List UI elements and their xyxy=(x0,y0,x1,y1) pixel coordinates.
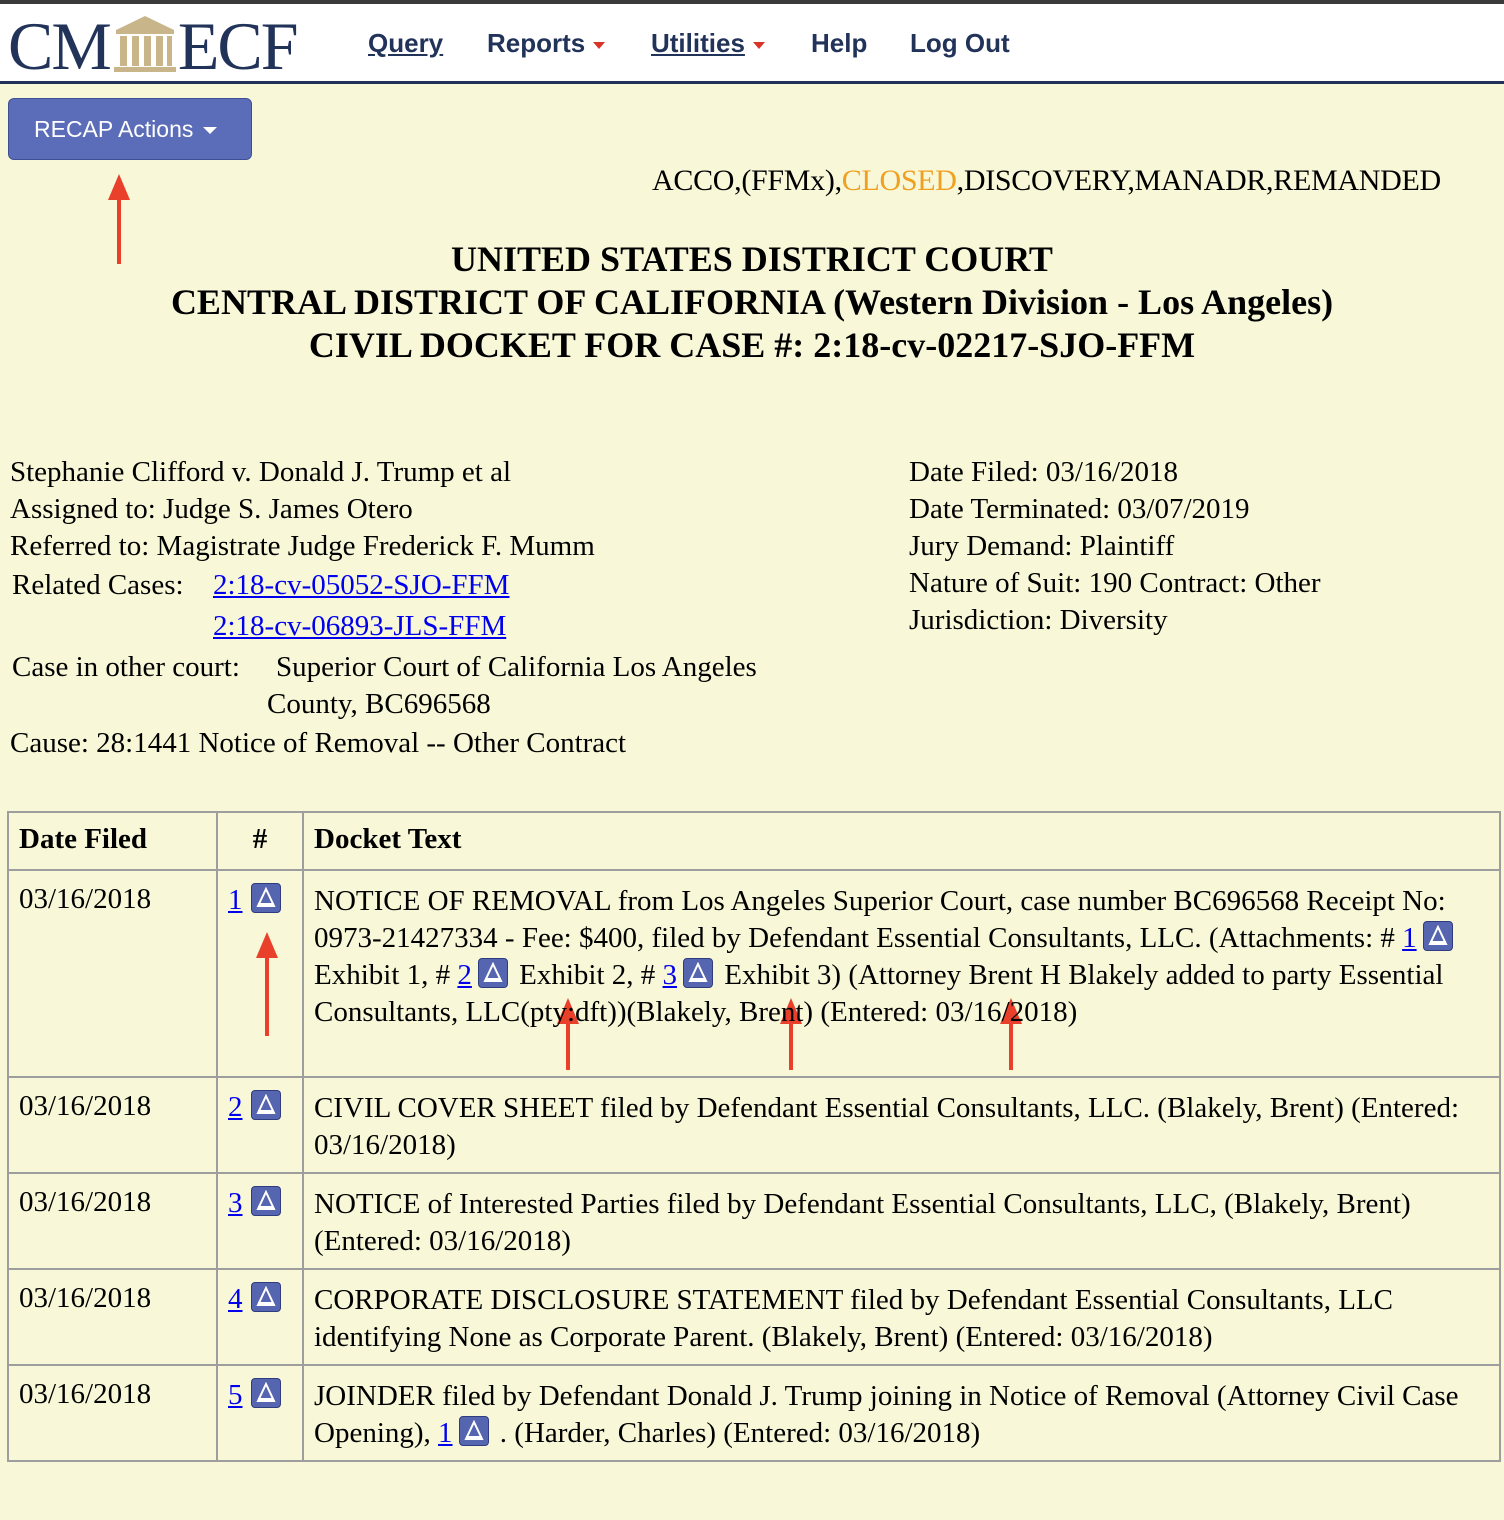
recap-actions-label: RECAP Actions xyxy=(34,116,194,142)
document-link[interactable]: 4 xyxy=(228,1283,243,1315)
docket-text-part: Exhibit 1, # xyxy=(314,959,458,991)
recap-download-icon[interactable] xyxy=(251,1090,281,1120)
menu-query[interactable] xyxy=(368,28,443,59)
row-date: 03/16/2018 xyxy=(8,1173,217,1269)
menu-reports[interactable] xyxy=(487,28,605,59)
menu-query-label: Query xyxy=(368,28,444,58)
case-flags xyxy=(652,164,1441,198)
recap-download-icon[interactable] xyxy=(459,1416,489,1446)
document-link[interactable]: 1 xyxy=(228,884,243,916)
related-cases-label: Related Cases: xyxy=(12,569,184,601)
table-header-row xyxy=(8,812,1500,870)
related-case-link[interactable]: 2:18-cv-06893-JLS-FFM xyxy=(213,610,507,642)
date-filed: Date Filed: 03/16/2018 xyxy=(909,456,1179,488)
row-docket-text: CIVIL COVER SHEET filed by Defendant Essential Consultants, LLC. (Blakely, Brent) (Entered: 03/16/2018) xyxy=(303,1077,1500,1173)
row-date: 03/16/2018 xyxy=(8,1269,217,1365)
flag-closed: CLOSED xyxy=(841,164,957,197)
docket-text-part: NOTICE OF REMOVAL from Los Angeles Superior Court, case number BC696568 Receipt No: 0973-21427334 - Fee: $400, filed by Defendant Essential Consultants, LLC. (Attachments: # xyxy=(314,885,1446,954)
other-court-line1-text: Superior Court of California Los Angeles xyxy=(276,651,757,683)
recap-download-icon[interactable] xyxy=(683,958,713,988)
court-title-line1: UNITED STATES DISTRICT COURT xyxy=(451,239,1053,279)
row-date: 03/16/2018 xyxy=(8,1365,217,1461)
nature-of-suit: Nature of Suit: 190 Contract: Other xyxy=(909,567,1321,599)
menu-reports-label: Reports xyxy=(487,28,586,58)
court-title-line3: CIVIL DOCKET FOR CASE #: 2:18-cv-02217-SJO-FFM xyxy=(308,325,1196,365)
table-row xyxy=(8,870,1500,1077)
logo-text-left: CM xyxy=(8,8,110,84)
attachment-link[interactable]: 2 xyxy=(457,959,472,991)
menu-utilities[interactable] xyxy=(651,28,765,59)
docket-text-part: . (Harder, Charles) (Entered: 03/16/2018) xyxy=(492,1417,981,1449)
related-case-links xyxy=(213,567,509,649)
menu-help-label: Help xyxy=(811,28,868,58)
related-case-link[interactable]: 2:18-cv-05052-SJO-FFM xyxy=(213,569,510,601)
docket-text-part: JOINDER filed by Defendant Donald J. Trump joining in Notice of Removal (Attorney Civil Case Opening), xyxy=(314,1380,1459,1449)
top-navigation-bar xyxy=(0,0,1504,84)
column-header-text: Docket Text xyxy=(303,812,1500,870)
case-info-right xyxy=(909,454,1321,639)
recap-download-icon[interactable] xyxy=(478,958,508,988)
caret-down-icon xyxy=(593,42,605,49)
row-date: 03/16/2018 xyxy=(8,1077,217,1173)
row-number xyxy=(217,1365,303,1461)
other-court-line2 xyxy=(267,686,491,723)
recap-download-icon[interactable] xyxy=(251,883,281,913)
recap-download-icon[interactable] xyxy=(251,1186,281,1216)
row-number xyxy=(217,870,303,1077)
recap-download-icon[interactable] xyxy=(251,1282,281,1312)
logo-text-right: ECF xyxy=(177,8,297,84)
document-link[interactable]: 1 xyxy=(438,1417,453,1449)
case-cause xyxy=(10,725,626,762)
case-cause-text: Cause: 28:1441 Notice of Removal -- Other Contract xyxy=(10,727,627,759)
row-number xyxy=(217,1173,303,1269)
caret-down-icon xyxy=(753,42,765,49)
row-docket-text: NOTICE of Interested Parties filed by Defendant Essential Consultants, LLC, (Blakely, Brent) (Entered: 03/16/2018) xyxy=(303,1173,1500,1269)
row-docket-text: CORPORATE DISCLOSURE STATEMENT filed by Defendant Essential Consultants, LLC identifying None as Corporate Parent. (Blakely, Brent) (Entered: 03/16/2018) xyxy=(303,1269,1500,1365)
menu-logout[interactable] xyxy=(910,28,1010,59)
case-info-left xyxy=(10,454,595,565)
column-header-number: # xyxy=(217,812,303,870)
jurisdiction: Jurisdiction: Diversity xyxy=(909,604,1168,636)
flags-after: ,DISCOVERY,MANADR,REMANDED xyxy=(956,164,1441,197)
row-docket-text xyxy=(303,1365,1500,1461)
recap-actions-button[interactable] xyxy=(8,98,252,160)
related-cases xyxy=(12,567,184,604)
jury-demand: Jury Demand: Plaintiff xyxy=(909,530,1175,562)
table-row xyxy=(8,1269,1500,1365)
column-header-date: Date Filed xyxy=(8,812,217,870)
menu-help[interactable] xyxy=(811,28,867,59)
table-row xyxy=(8,1077,1500,1173)
docket-text-part: Exhibit 3) (Attorney Brent H Blakely added to party Essential Consultants, LLC(pty:dft))(Blakely, Brent) (Entered: 03/16/2018) xyxy=(314,959,1444,1028)
row-date: 03/16/2018 xyxy=(8,870,217,1077)
recap-download-icon[interactable] xyxy=(1423,921,1453,951)
row-number xyxy=(217,1269,303,1365)
menu-logout-label: Log Out xyxy=(910,28,1010,58)
menu-utilities-label: Utilities xyxy=(651,28,745,58)
courthouse-icon xyxy=(112,14,178,74)
row-number xyxy=(217,1077,303,1173)
other-court-line2-text: County, BC696568 xyxy=(267,688,491,720)
document-link[interactable]: 5 xyxy=(228,1379,243,1411)
flags-before: ACCO,(FFMx), xyxy=(652,164,842,197)
row-docket-text xyxy=(303,870,1500,1077)
court-heading xyxy=(0,238,1504,367)
other-court-label-text: Case in other court: xyxy=(12,651,240,683)
court-title-line2: CENTRAL DISTRICT OF CALIFORNIA (Western Division - Los Angeles) xyxy=(170,282,1334,322)
case-title: Stephanie Clifford v. Donald J. Trump et al xyxy=(10,456,512,488)
assigned-judge: Assigned to: Judge S. James Otero xyxy=(10,493,413,525)
table-row xyxy=(8,1365,1500,1461)
other-court-line1 xyxy=(276,649,757,686)
attachment-link[interactable]: 1 xyxy=(1402,922,1417,954)
table-row xyxy=(8,1173,1500,1269)
other-court-label xyxy=(12,649,240,686)
docket-table xyxy=(7,811,1501,1462)
attachment-link[interactable]: 3 xyxy=(662,959,678,991)
caret-down-icon xyxy=(203,127,217,134)
docket-text-part: Exhibit 2, # xyxy=(511,959,663,991)
referred-judge: Referred to: Magistrate Judge Frederick F. Mumm xyxy=(10,530,595,562)
cmecf-logo xyxy=(8,10,297,82)
recap-download-icon[interactable] xyxy=(251,1378,281,1408)
document-link[interactable]: 2 xyxy=(228,1091,243,1123)
document-link[interactable]: 3 xyxy=(228,1187,243,1219)
date-terminated: Date Terminated: 03/07/2019 xyxy=(909,493,1250,525)
